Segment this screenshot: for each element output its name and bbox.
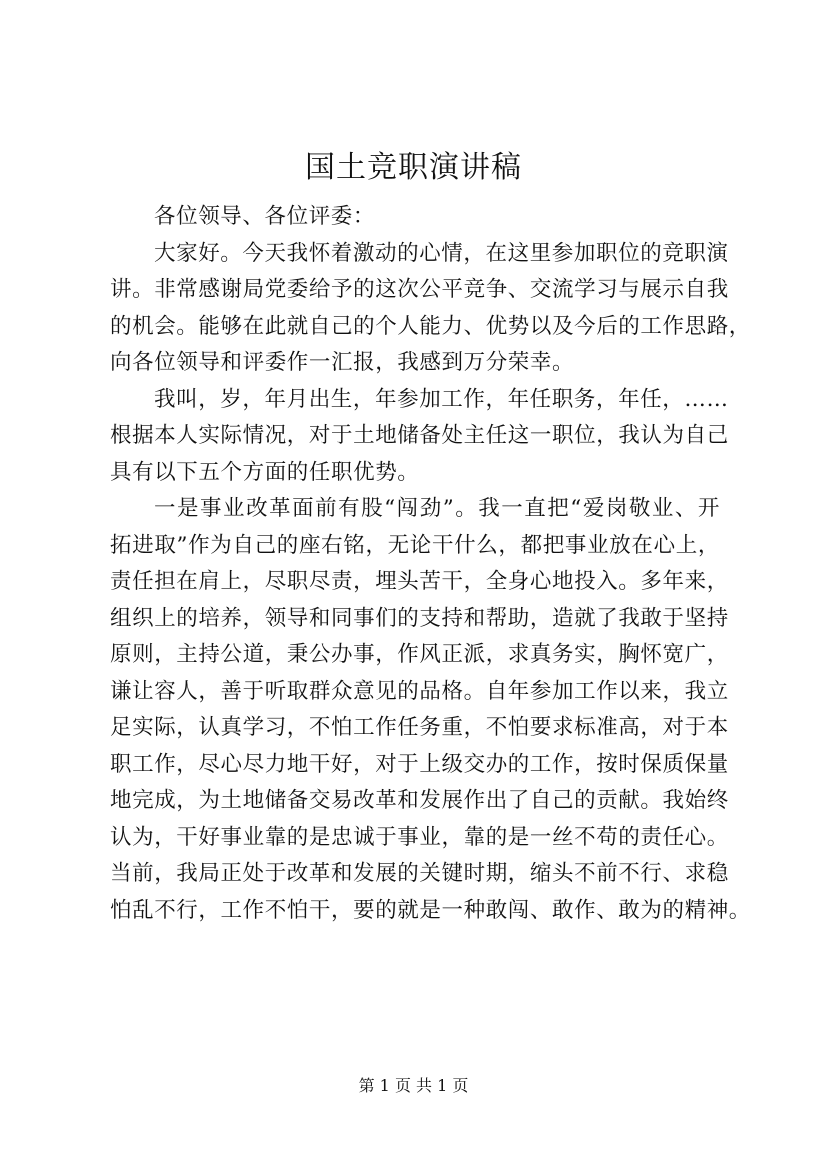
paragraph-line: 原则，主持公道，秉公办事，作风正派，求真务实，胸怀宽广， [110,642,729,667]
document-title: 国土竞职演讲稿 [305,150,522,185]
paragraph-line: 地完成，为土地储备交易改革和发展作出了自己的贡献。我始终 [110,788,729,813]
paragraph-line: 一是事业改革面前有股“闯劲”。我一直把“爱岗敬业、开 [154,496,720,521]
paragraph-line: 足实际，认真学习，不怕工作任务重，不怕要求标准高，对于本 [110,715,729,740]
paragraph-line: 责任担在肩上，尽职尽责，埋头苦干，全身心地投入。多年来， [110,569,729,594]
page-number-footer: 第 1 页 共 1 页 [358,1076,469,1095]
salutation-line: 各位领导、各位评委： [154,204,376,229]
document-body [110,199,751,929]
paragraph-line: 组织上的培养，领导和同事们的支持和帮助，造就了我敢于坚持 [110,605,729,631]
paragraph-line: 拓进取”作为自己的座右铭，无论干什么，都把事业放在心上， [110,532,720,558]
paragraph-line: 当前，我局正处于改革和发展的关键时期，缩头不前不行、求稳 [110,861,729,886]
paragraph-line: 具有以下五个方面的任职优势。 [110,459,420,485]
paragraph-line: 讲。非常感谢局党委给予的这次公平竞争、交流学习与展示自我 [110,277,729,302]
paragraph-line: 认为，干好事业靠的是忠诚于事业，靠的是一丝不苟的责任心。 [110,824,729,850]
paragraph-line: 大家好。今天我怀着激动的心情，在这里参加职位的竞职演 [154,240,729,266]
paragraph-line: 根据本人实际情况，对于土地储备处主任这一职位，我认为自己 [110,423,729,448]
paragraph-line: 向各位领导和评委作一汇报，我感到万分荣幸。 [110,350,575,375]
paragraph-line: 怕乱不行，工作不怕干，要的就是一种敢闯、敢作、敢为的精神。 [110,897,751,923]
paragraph-line: 谦让容人，善于听取群众意见的品格。自年参加工作以来，我立 [110,678,729,704]
paragraph-line: 职工作，尽心尽力地干好，对于上级交办的工作，按时保质保量 [110,751,729,777]
paragraph-line: 我叫，岁，年月出生，年参加工作，年任职务，年任，…… [154,386,729,412]
paragraph-line: 的机会。能够在此就自己的个人能力、优势以及今后的工作思路， [110,313,751,339]
